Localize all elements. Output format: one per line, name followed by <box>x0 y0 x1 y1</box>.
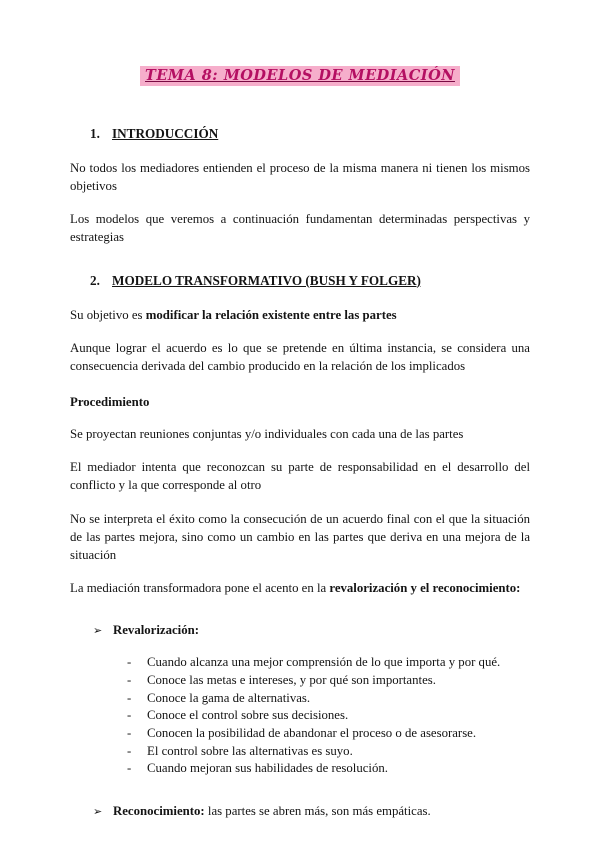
paragraph-mediador: El mediador intenta que reconozcan su parte de responsabilidad en el desarrollo del conflicto y la que corresponde al otro <box>70 460 530 493</box>
paragraph-exito: No se interpreta el éxito como la consecución de un acuerdo final con el que la situación de las partes mejora, sino como un cambio en las partes que deriva en una mejora de la situación <box>70 511 530 562</box>
bullet-revalorizacion <box>93 621 530 639</box>
subheading-procedimiento: Procedimiento <box>70 395 150 410</box>
list-item <box>127 743 530 761</box>
paragraph-intro-1: No todos los mediadores entienden el proceso de la misma manera ni tienen los mismos objetivos <box>70 161 530 194</box>
section-heading-text: INTRODUCCIÓN <box>112 126 219 141</box>
list-item <box>127 725 530 743</box>
list-item-text: Conoce las metas e intereses, y por qué son importantes. <box>147 673 436 687</box>
list-item-text: Conoce el control sobre sus decisiones. <box>147 708 349 723</box>
reconocimiento-label: Reconocimiento: <box>113 803 205 818</box>
acento-bold: revalorización y el reconocimiento: <box>329 581 521 596</box>
list-item-text: Cuando alcanza una mejor comprensión de lo que importa y por qué. <box>147 655 501 670</box>
list-item-text: Cuando mejoran sus habilidades de resolución. <box>147 761 388 776</box>
bullet-reconocimiento <box>93 802 530 820</box>
section-number: 1. <box>90 126 100 141</box>
paragraph-reuniones: Se proyectan reuniones conjuntas y/o individuales con cada una de las partes <box>70 427 464 442</box>
objetivo-prefix: Su objetivo es <box>70 307 146 322</box>
paragraph-acuerdo: Aunque lograr el acuerdo es lo que se pretende en última instancia, se considera una consecuencia derivada del cambio producido en la relación de los implicados <box>70 340 530 373</box>
page-title: TEMA 8: MODELOS DE MEDIACIÓN <box>140 66 460 86</box>
section-heading-text: MODELO TRANSFORMATIVO (BUSH Y FOLGER) <box>112 272 421 288</box>
list-item-text: Conoce la gama de alternativas. <box>147 690 311 705</box>
arrow-bullet-icon: ➢ <box>93 804 103 818</box>
list-item-text: El control sobre las alternativas es suyo. <box>147 743 353 758</box>
dash-bullet: - <box>127 655 132 670</box>
list-item <box>127 654 530 672</box>
revalorizacion-label: Revalorización: <box>113 623 199 638</box>
list-item <box>127 760 530 778</box>
list-item-text: Conocen la posibilidad de abandonar el proceso o de asesorarse. <box>147 725 477 740</box>
list-item <box>127 690 530 708</box>
section-heading-modelo-transformativo <box>90 273 530 289</box>
dash-bullet: - <box>127 708 132 723</box>
dash-bullet: - <box>127 725 132 740</box>
reconocimiento-text: las partes se abren más, son más empáticas. <box>204 803 431 818</box>
section-heading-introduccion <box>90 126 530 142</box>
section-number: 2. <box>90 272 100 288</box>
dash-bullet: - <box>127 743 132 758</box>
dash-bullet: - <box>127 761 132 776</box>
paragraph-intro-2: Los modelos que veremos a continuación fundamentan determinadas perspectivas y estrategias <box>70 212 530 245</box>
revalorizacion-list <box>127 654 530 778</box>
paragraph-acento <box>70 579 530 597</box>
acento-prefix: La mediación transformadora pone el acento en la <box>70 581 330 596</box>
list-item <box>127 672 530 690</box>
paragraph-objetivo <box>70 306 530 324</box>
title-row <box>70 66 530 86</box>
arrow-bullet-icon: ➢ <box>93 624 103 638</box>
list-item <box>127 707 530 725</box>
dash-bullet: - <box>127 673 132 687</box>
dash-bullet: - <box>127 690 132 705</box>
objetivo-bold: modificar la relación existente entre las partes <box>145 307 397 322</box>
